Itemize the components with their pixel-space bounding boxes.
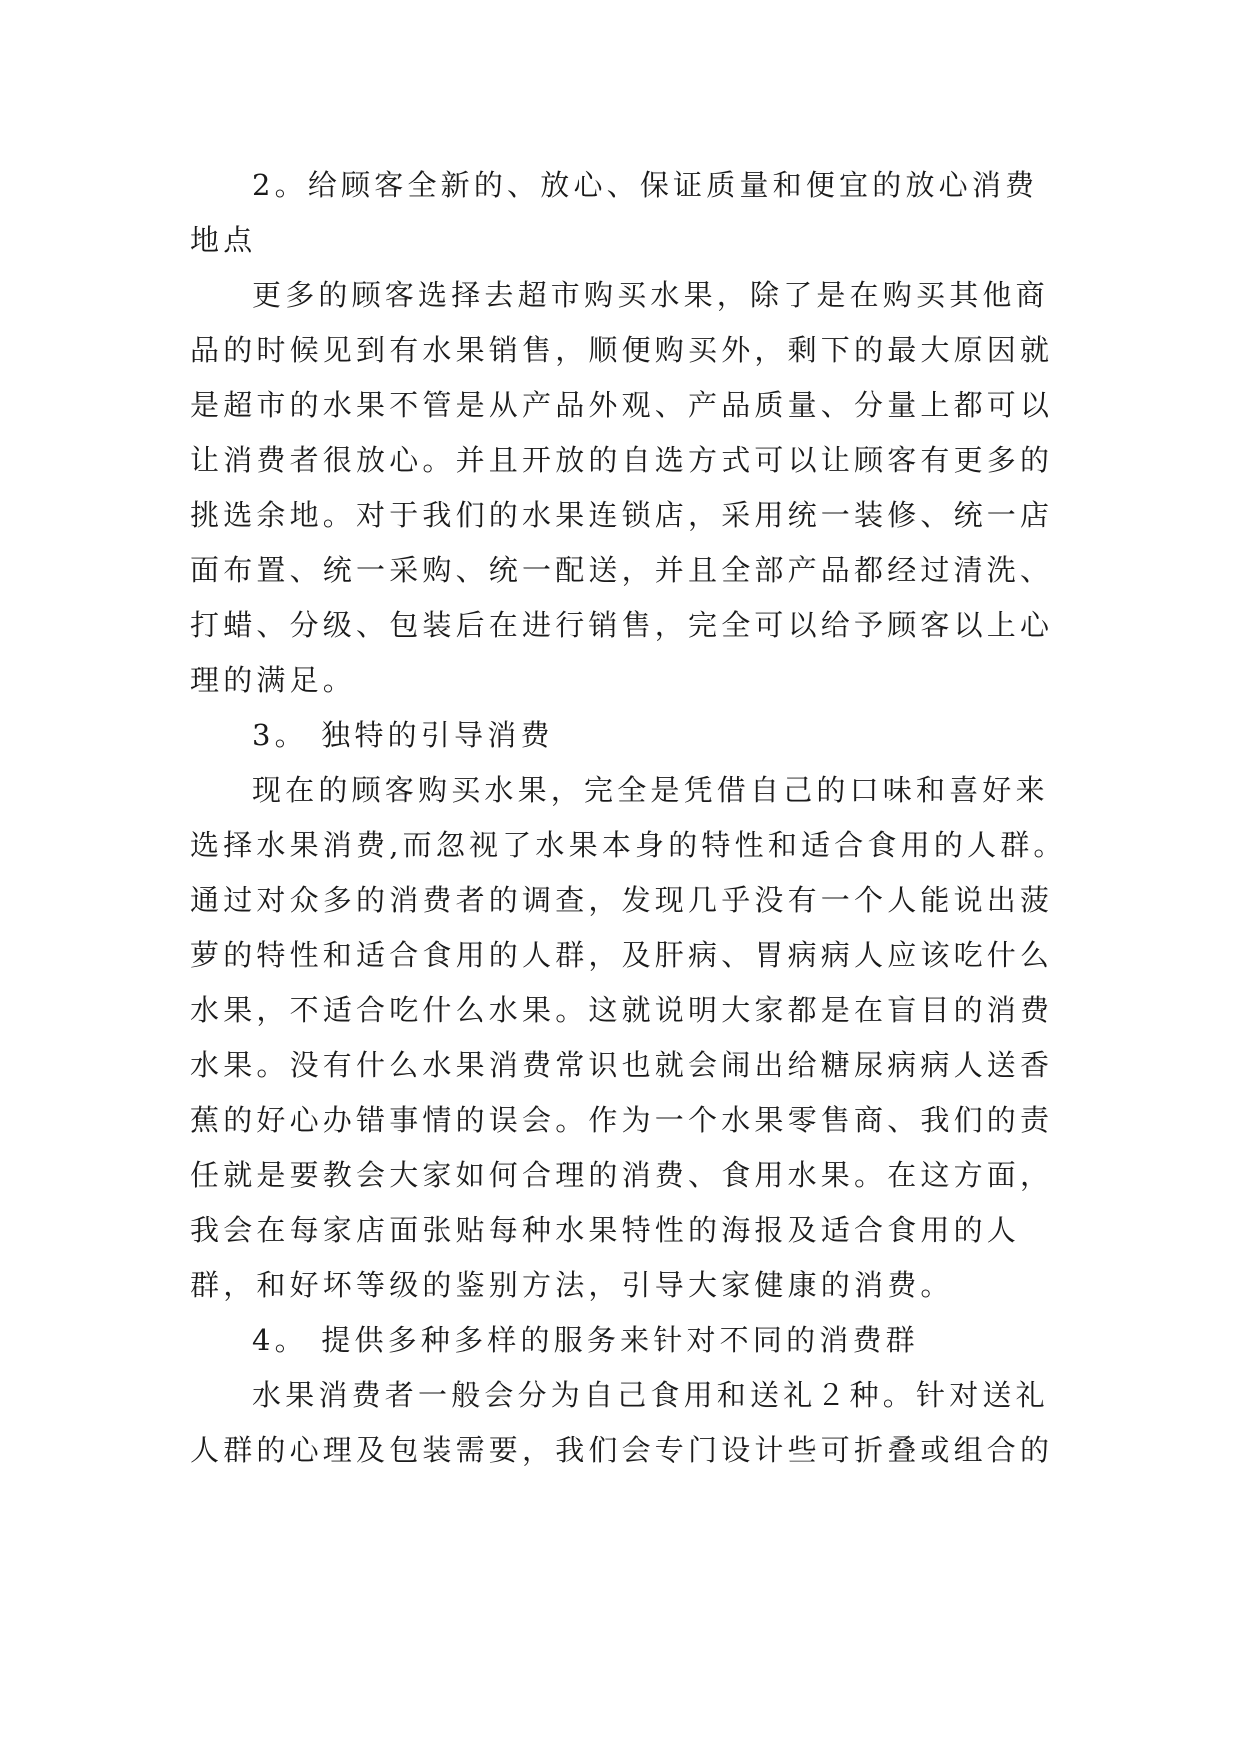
text-line: 现在的顾客购买水果，完全是凭借自己的口味和喜好来 bbox=[252, 773, 1049, 807]
text-line: 品的时候见到有水果销售，顺便购买外，剩下的最大原因就 bbox=[190, 333, 1054, 367]
text-line: 萝的特性和适合食用的人群，及肝病、胃病病人应该吃什么 bbox=[190, 938, 1054, 972]
text-line: 水果。没有什么水果消费常识也就会闹出给糖尿病病人送香 bbox=[190, 1048, 1054, 1082]
text-line: 水果消费者一般会分为自己食用和送礼２种。针对送礼 bbox=[252, 1378, 1049, 1412]
text-line: 挑选余地。对于我们的水果连锁店，采用统一装修、统一店 bbox=[190, 498, 1054, 532]
text-line: 人群的心理及包装需要，我们会专门设计些可折叠或组合的 bbox=[190, 1433, 1054, 1467]
text-line: 选择水果消费,而忽视了水果本身的特性和适合食用的人群。 bbox=[190, 828, 1067, 862]
text-line: 蕉的好心办错事情的误会。作为一个水果零售商、我们的责 bbox=[190, 1103, 1054, 1137]
text-line: 理的满足。 bbox=[190, 663, 357, 697]
text-line: 水果，不适合吃什么水果。这就说明大家都是在盲目的消费 bbox=[190, 993, 1054, 1027]
text-line: 面布置、统一采购、统一配送，并且全部产品都经过清洗、 bbox=[190, 553, 1054, 587]
section-heading-2: 2。给顾客全新的、放心、保证质量和便宜的放心消费 bbox=[252, 168, 1039, 202]
text-line: 更多的顾客选择去超市购买水果，除了是在购买其他商 bbox=[252, 278, 1049, 312]
text-line: 打蜡、分级、包装后在进行销售，完全可以给予顾客以上心 bbox=[190, 608, 1054, 642]
text-line: 地点 bbox=[190, 223, 257, 257]
text-line: 通过对众多的消费者的调查，发现几乎没有一个人能说出菠 bbox=[190, 883, 1054, 917]
text-line: 让消费者很放心。并且开放的自选方式可以让顾客有更多的 bbox=[190, 443, 1054, 477]
text-line: 我会在每家店面张贴每种水果特性的海报及适合食用的人 bbox=[190, 1213, 1021, 1247]
text-line: 是超市的水果不管是从产品外观、产品质量、分量上都可以 bbox=[190, 388, 1054, 422]
section-heading-4: 4。 提供多种多样的服务来针对不同的消费群 bbox=[252, 1323, 919, 1357]
text-line: 群，和好坏等级的鉴别方法，引导大家健康的消费。 bbox=[190, 1268, 954, 1302]
section-heading-3: 3。 独特的引导消费 bbox=[252, 718, 554, 752]
text-line: 任就是要教会大家如何合理的消费、食用水果。在这方面， bbox=[190, 1158, 1054, 1192]
